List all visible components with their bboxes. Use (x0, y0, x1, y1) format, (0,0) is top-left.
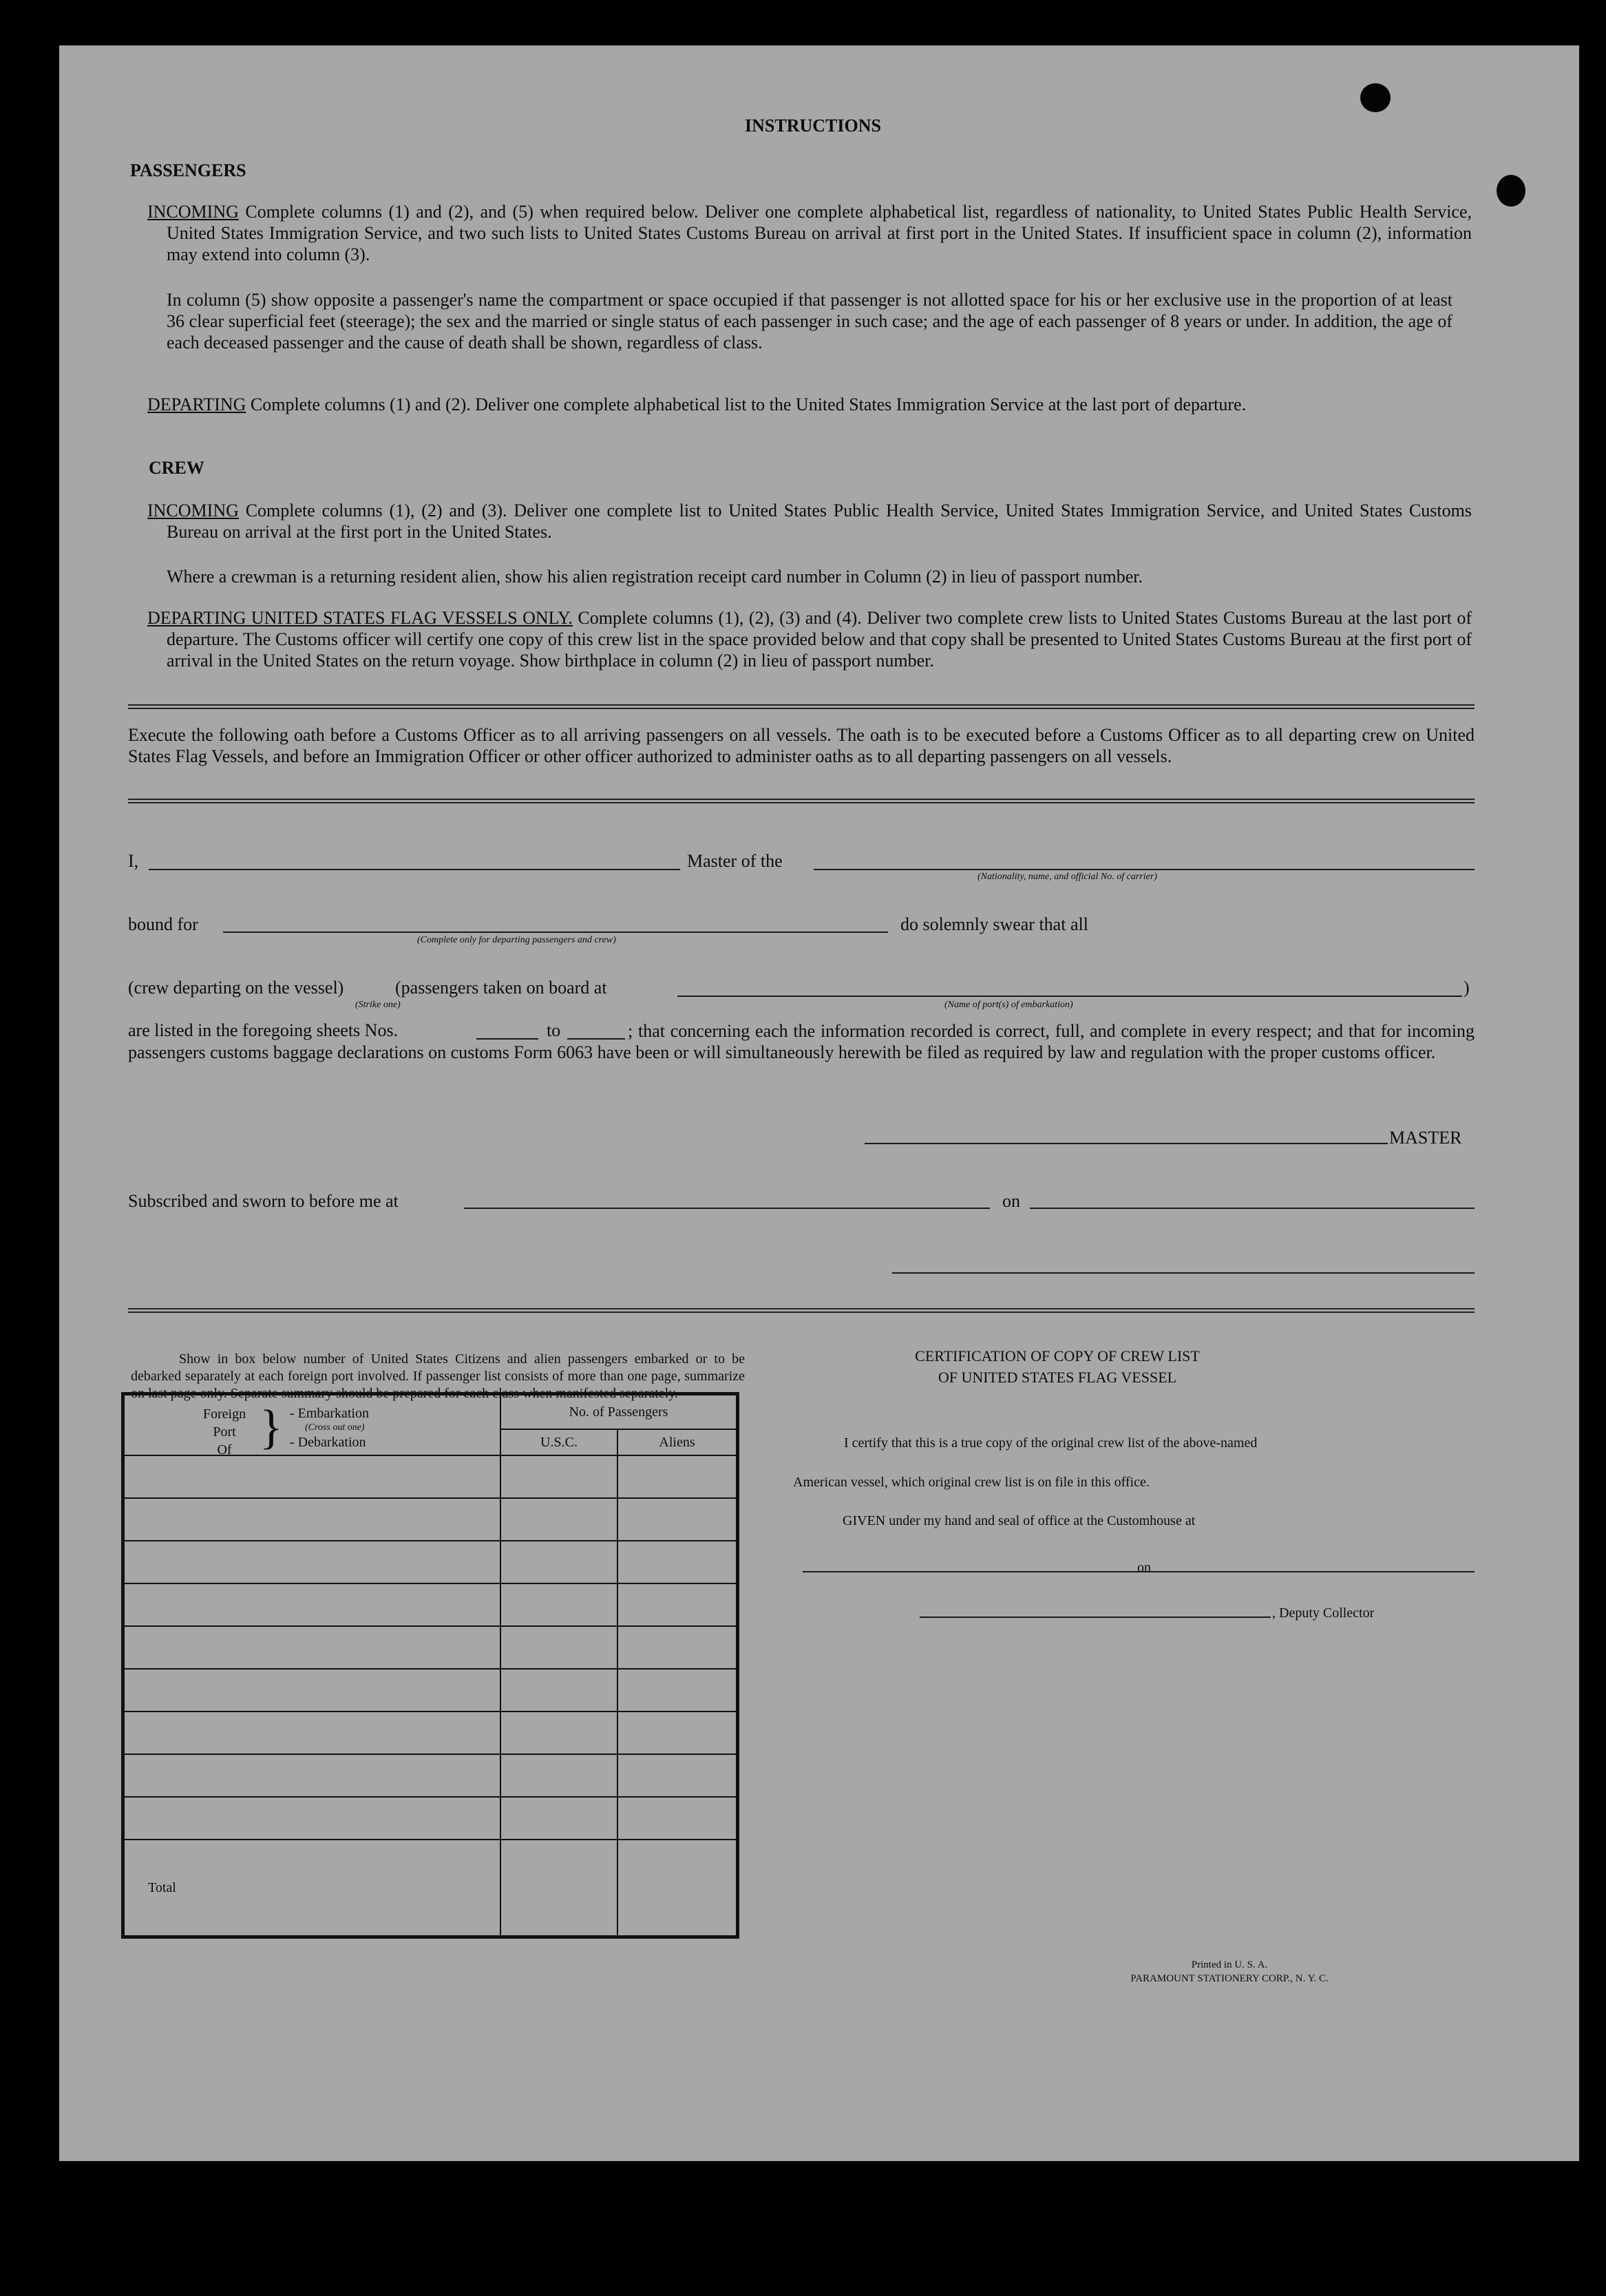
swear-label: do solemnly swear that all (900, 914, 1088, 934)
departing-label: DEPARTING (147, 394, 246, 414)
divider-1 (128, 704, 1475, 709)
subscribed-place-field[interactable] (464, 1208, 990, 1209)
bound-for-field[interactable] (223, 931, 888, 933)
certification-date-field[interactable] (1162, 1571, 1475, 1572)
usc-cell[interactable] (500, 1712, 617, 1754)
port-cell[interactable] (124, 1669, 500, 1712)
departing-text: Complete columns (1) and (2). Deliver one complete alphabetical list to the United States Immigration Service at the last port of departure. (250, 394, 1247, 414)
deputy-signature-field[interactable] (920, 1616, 1271, 1618)
total-label: Total (124, 1840, 500, 1936)
departing-us-text: Complete columns (1), (2), (3) and (4). Deliver two complete crew lists to United States Customs Bureau at the last port of departure. The Customs officer will certify one copy of this crew list in the space provided below and that copy shall be presented to United States Customs Bureau at the first port of arrival in the United States on the return voyage. Show birthplace in column (2) in lieu of passport number. (167, 608, 1472, 671)
instructions-title: INSTRUCTIONS (745, 116, 881, 136)
master-signature-field[interactable] (865, 1143, 1388, 1144)
port-cell[interactable] (124, 1541, 500, 1583)
officer-signature-field[interactable] (892, 1272, 1475, 1274)
brace-icon: } (260, 1401, 283, 1454)
port-cell[interactable] (124, 1712, 500, 1754)
nationality-note: (Nationality, name, and official No. of carrier) (978, 872, 1157, 882)
ports-note: (Name of port(s) of embarkation) (944, 1000, 1073, 1010)
debarkation-label: - Debarkation (290, 1435, 366, 1450)
complete-only-note: (Complete only for departing passengers and crew) (417, 935, 616, 945)
usc-cell[interactable] (500, 1797, 617, 1840)
port-cell[interactable] (124, 1498, 500, 1541)
port-cell[interactable] (124, 1455, 500, 1498)
punch-hole-top (1360, 83, 1391, 112)
of-label: Of (217, 1442, 232, 1457)
passengers-taken-label: (passengers taken on board at (395, 978, 607, 998)
port-label: Port (213, 1424, 236, 1440)
passenger-summary-table (121, 1392, 739, 1939)
crew-incoming-label: INCOMING (147, 501, 239, 520)
port-cell[interactable] (124, 1797, 500, 1840)
certify-line1: I certify that this is a true copy of the original crew list of the above-named (844, 1435, 1258, 1451)
aliens-cell[interactable] (617, 1797, 737, 1840)
usc-cell[interactable] (500, 1498, 617, 1541)
subscribed-date-field[interactable] (1030, 1208, 1475, 1209)
usc-cell[interactable] (500, 1583, 617, 1626)
carrier-field[interactable] (814, 869, 1475, 870)
printer-imprint (1057, 1958, 1402, 1986)
passengers-incoming-paragraph (147, 201, 1472, 265)
no-of-passengers-header: No. of Passengers (500, 1395, 737, 1429)
summary-instructions: Show in box below number of United States Citizens and alien passengers embarked or to be debarked separately at each foreign port involved. If passenger list consists of more than one page, summarize on last page only. Separate summary should be prepared for each class when manifested separately. (131, 1351, 745, 1401)
subscribed-label: Subscribed and sworn to before me at (128, 1191, 399, 1211)
incoming-text: Complete columns (1) and (2), and (5) when required below. Deliver one complete alphabetical list, regardless of nationality, to United States Public Health Service, United States Immigration Service, and two such lists to United States Customs Bureau on arrival at first port in the United States. If insufficient space in column (2), information may extend into column (3). (167, 202, 1472, 264)
cross-out-note: (Cross out one) (305, 1422, 365, 1433)
aliens-cell[interactable] (617, 1754, 737, 1797)
punch-hole-right (1497, 175, 1525, 207)
close-paren: ) (1464, 978, 1470, 998)
foreign-label: Foreign (202, 1407, 246, 1422)
master-of-label: Master of the (687, 851, 783, 871)
column5-paragraph: In column (5) show opposite a passenger's name the compartment or space occupied if that passenger is not allotted space for his or her exclusive use in the proportion of at least 36 clear superficial feet (steerage); the sex and the married or single status of each passenger in such case; and the age of each passenger of 8 years or under. In addition, the age of each deceased passenger and the cause of death shall be shown, regardless of class. (167, 290, 1452, 352)
usc-cell[interactable] (500, 1669, 617, 1712)
customhouse-field[interactable] (803, 1571, 1188, 1572)
divider-2 (128, 799, 1475, 803)
master-label: MASTER (1389, 1128, 1462, 1148)
departing-us-label: DEPARTING UNITED STATES FLAG VESSELS ONLY. (147, 608, 573, 628)
aliens-header: Aliens (617, 1429, 737, 1455)
aliens-cell[interactable] (617, 1712, 737, 1754)
given-line: GIVEN under my hand and seal of office at the Customhouse at (843, 1513, 1196, 1528)
port-cell[interactable] (124, 1754, 500, 1797)
aliens-cell[interactable] (617, 1541, 737, 1583)
port-cell[interactable] (124, 1626, 500, 1669)
aliens-cell[interactable] (617, 1626, 737, 1669)
deputy-collector-label: , Deputy Collector (1272, 1605, 1375, 1621)
embarkation-ports-field[interactable] (677, 996, 1462, 997)
incoming-label: INCOMING (147, 202, 239, 222)
oath-intro: Execute the following oath before a Customs Officer as to all arriving passengers on all vessels. The oath is to be executed before a Customs Officer as to all departing crew on United States Flag Vessels, and before an Immigration Officer or other officer authorized to administer oaths as to all departing passengers on all vessels. (128, 725, 1475, 766)
usc-cell[interactable] (500, 1541, 617, 1583)
port-header-cell (124, 1395, 500, 1455)
sheets-from-label: are listed in the foregoing sheets Nos. (128, 1020, 399, 1040)
port-cell[interactable] (124, 1583, 500, 1626)
crew-departing-label: (crew departing on the vessel) (128, 978, 344, 998)
aliens-cell[interactable] (617, 1498, 737, 1541)
certification-title (851, 1345, 1264, 1388)
subscribed-on-label: on (1002, 1191, 1020, 1211)
departing-us-flag-paragraph (147, 607, 1472, 671)
aliens-cell[interactable] (617, 1669, 737, 1712)
crew-heading: CREW (149, 458, 204, 478)
oath-i-label: I, (128, 851, 139, 871)
sheets-to-label: to (547, 1020, 561, 1040)
crew-incoming-paragraph (147, 500, 1472, 543)
aliens-cell[interactable] (617, 1583, 737, 1626)
crew-incoming-text: Complete columns (1), (2) and (3). Deliver one complete list to United States Public Health Service, United States Immigration Service, and United States Customs Bureau on arrival at the first port in the United States. (167, 501, 1472, 542)
usc-cell[interactable] (500, 1754, 617, 1797)
aliens-cell[interactable] (617, 1455, 737, 1498)
usc-total-cell[interactable] (500, 1840, 617, 1936)
usc-cell[interactable] (500, 1455, 617, 1498)
embarkation-label: - Embarkation (290, 1406, 369, 1421)
form-sheet (59, 45, 1579, 2161)
printed-in-usa: Printed in U. S. A. (1191, 1959, 1268, 1970)
oath-statement: ; that concerning each the information recorded is correct, full, and complete in every respect; and that for incoming passengers customs baggage declarations on customs Form 6063 have been or will simultaneously herewith be filed as required by law and regulation with the proper customs officer. (128, 1021, 1475, 1062)
aliens-total-cell[interactable] (617, 1840, 737, 1936)
certification-on-label: on (1137, 1560, 1151, 1575)
crewman-paragraph: Where a crewman is a returning resident alien, show his alien registration receipt card number in Column (2) in lieu of passport number. (167, 567, 1143, 587)
usc-cell[interactable] (500, 1626, 617, 1669)
usc-header: U.S.C. (500, 1429, 617, 1455)
master-name-field[interactable] (149, 869, 680, 870)
divider-3 (128, 1308, 1475, 1313)
certification-title-line2: OF UNITED STATES FLAG VESSEL (938, 1369, 1177, 1386)
printer-name: PARAMOUNT STATIONERY CORP., N. Y. C. (1130, 1973, 1329, 1984)
certify-line2: American vessel, which original crew list is on file in this office. (793, 1475, 1150, 1490)
strike-one-note: (Strike one) (355, 1000, 401, 1010)
passengers-heading: PASSENGERS (130, 160, 246, 180)
passengers-departing-paragraph (147, 394, 1472, 415)
bound-for-label: bound for (128, 914, 198, 934)
certification-title-line1: CERTIFICATION OF COPY OF CREW LIST (915, 1347, 1200, 1365)
